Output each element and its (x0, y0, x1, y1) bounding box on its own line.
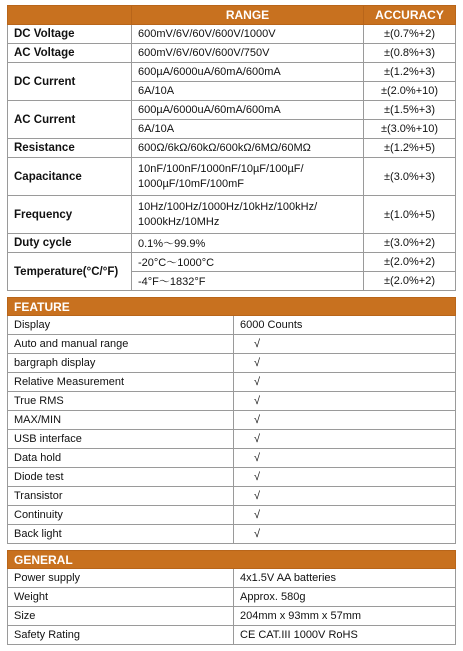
feature-row (8, 392, 456, 411)
accuracy-value: ±(1.0%+5) (364, 196, 456, 234)
check-icon: √ (234, 506, 456, 525)
feature-label: Display (8, 316, 234, 335)
range-value: -4°F～1832°F (132, 272, 364, 291)
range-header: RANGE (132, 6, 364, 25)
general-value: 4x1.5V AA batteries (234, 569, 456, 588)
check-icon: √ (234, 373, 456, 392)
feature-table (7, 297, 456, 544)
feature-label: Back light (8, 525, 234, 544)
feature-label: bargraph display (8, 354, 234, 373)
spec-sheet (7, 5, 455, 645)
range-value: 0.1%～99.9% (132, 234, 364, 253)
accuracy-value: ±(2.0%+2) (364, 253, 456, 272)
general-row (8, 607, 456, 626)
spec-row (8, 234, 456, 253)
feature-row (8, 506, 456, 525)
range-value: 600µA/6000uA/60mA/600mA (132, 101, 364, 120)
spec-table (7, 5, 456, 291)
range-line: 10Hz/100Hz/1000Hz/10kHz/100kHz/ (138, 200, 318, 213)
feature-row (8, 411, 456, 430)
general-value: 204mm x 93mm x 57mm (234, 607, 456, 626)
feature-label: Diode test (8, 468, 234, 487)
param-label: Frequency (8, 196, 132, 234)
param-label: Resistance (8, 139, 132, 158)
feature-row (8, 487, 456, 506)
general-value: Approx. 580g (234, 588, 456, 607)
general-row (8, 569, 456, 588)
spec-header-blank (8, 6, 132, 25)
accuracy-value: ±(3.0%+10) (364, 120, 456, 139)
feature-row (8, 449, 456, 468)
spec-row (8, 139, 456, 158)
range-line: 1000kHz/10MHz (138, 215, 220, 228)
check-icon: √ (234, 449, 456, 468)
general-label: Power supply (8, 569, 234, 588)
param-label: DC Voltage (8, 25, 132, 44)
check-icon: √ (234, 525, 456, 544)
accuracy-value: ±(1.2%+3) (364, 63, 456, 82)
feature-header-row (8, 298, 456, 316)
feature-label: Relative Measurement (8, 373, 234, 392)
spec-row (8, 158, 456, 196)
feature-row (8, 468, 456, 487)
check-icon: √ (234, 392, 456, 411)
spec-row (8, 101, 456, 120)
accuracy-value: ±(2.0%+10) (364, 82, 456, 101)
accuracy-header: ACCURACY (364, 6, 456, 25)
feature-row (8, 335, 456, 354)
param-label: Temperature(°C/°F) (8, 253, 132, 291)
range-line: 1000µF/10mF/100mF (138, 177, 244, 190)
feature-title: FEATURE (8, 298, 456, 316)
range-line: 10nF/100nF/1000nF/10µF/100µF/ (138, 162, 304, 175)
feature-row (8, 430, 456, 449)
check-icon: √ (234, 468, 456, 487)
feature-label: Continuity (8, 506, 234, 525)
feature-label: True RMS (8, 392, 234, 411)
param-label: DC Current (8, 63, 132, 101)
spec-row (8, 253, 456, 272)
general-title: GENERAL (8, 551, 456, 569)
param-label: AC Current (8, 101, 132, 139)
range-value: -20°C～1000°C (132, 253, 364, 272)
feature-row (8, 373, 456, 392)
accuracy-value: ±(1.2%+5) (364, 139, 456, 158)
range-value: 6A/10A (132, 82, 364, 101)
general-row (8, 588, 456, 607)
accuracy-value: ±(1.5%+3) (364, 101, 456, 120)
check-icon: √ (234, 411, 456, 430)
accuracy-value: ±(0.8%+3) (364, 44, 456, 63)
spec-row (8, 25, 456, 44)
feature-row (8, 316, 456, 335)
general-header-row (8, 551, 456, 569)
feature-label: USB interface (8, 430, 234, 449)
check-icon: √ (234, 354, 456, 373)
range-value: 600Ω/6kΩ/60kΩ/600kΩ/6MΩ/60MΩ (132, 139, 364, 158)
param-label: Duty cycle (8, 234, 132, 253)
spec-row (8, 196, 456, 234)
range-value: 600mV/6V/60V/600V/1000V (132, 25, 364, 44)
spec-row (8, 44, 456, 63)
range-value: 6A/10A (132, 120, 364, 139)
range-value: 600µA/6000uA/60mA/600mA (132, 63, 364, 82)
check-icon: √ (234, 430, 456, 449)
check-icon: √ (234, 335, 456, 354)
general-value: CE CAT.III 1000V RoHS (234, 626, 456, 645)
feature-row (8, 525, 456, 544)
feature-row (8, 354, 456, 373)
general-row (8, 626, 456, 645)
accuracy-value: ±(3.0%+2) (364, 234, 456, 253)
general-table (7, 550, 456, 645)
feature-value: 6000 Counts (234, 316, 456, 335)
general-label: Safety Rating (8, 626, 234, 645)
spec-row (8, 63, 456, 82)
accuracy-value: ±(0.7%+2) (364, 25, 456, 44)
param-label: AC Voltage (8, 44, 132, 63)
feature-label: Auto and manual range (8, 335, 234, 354)
feature-label: MAX/MIN (8, 411, 234, 430)
range-value: 600mV/6V/60V/600V/750V (132, 44, 364, 63)
general-label: Weight (8, 588, 234, 607)
check-icon: √ (234, 487, 456, 506)
range-value (132, 158, 364, 196)
accuracy-value: ±(2.0%+2) (364, 272, 456, 291)
spec-header-row (8, 6, 456, 25)
general-label: Size (8, 607, 234, 626)
feature-label: Data hold (8, 449, 234, 468)
accuracy-value: ±(3.0%+3) (364, 158, 456, 196)
range-value (132, 196, 364, 234)
param-label: Capacitance (8, 158, 132, 196)
feature-label: Transistor (8, 487, 234, 506)
